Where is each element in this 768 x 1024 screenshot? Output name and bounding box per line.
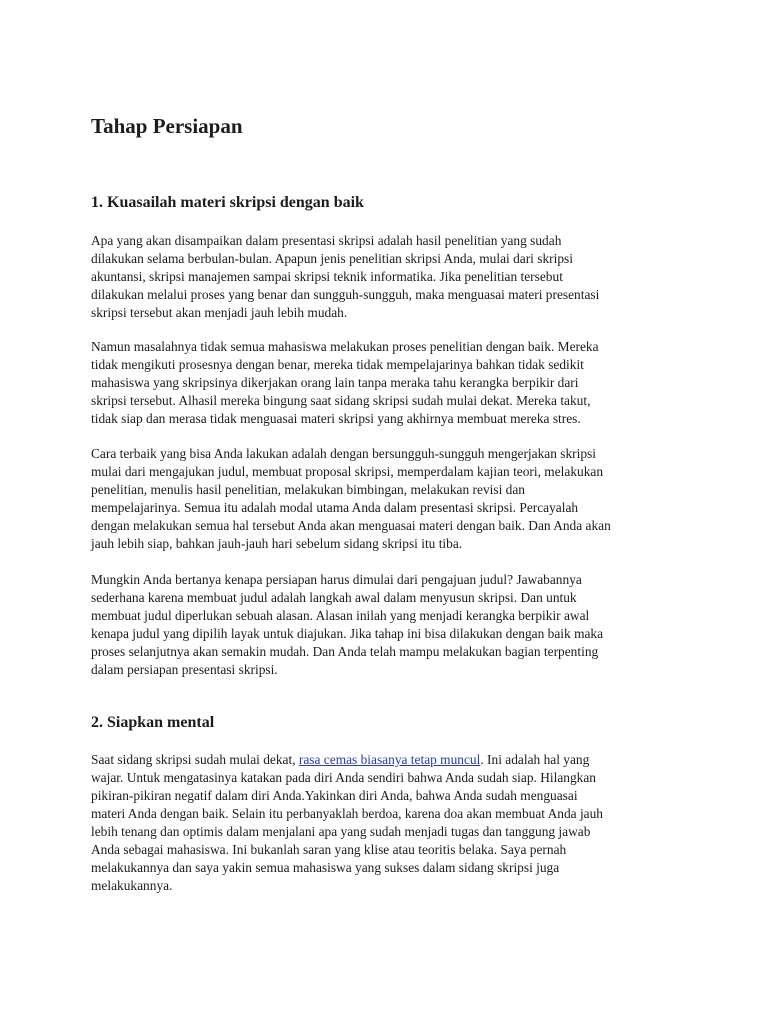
- paragraph-3: [91, 445, 691, 553]
- text-line: skripsi tersebut akan menjadi jauh lebih mudah.: [91, 305, 348, 320]
- text-line-with-link: [91, 751, 691, 769]
- text-line: dalam persiapan presentasi skripsi.: [91, 662, 278, 677]
- text-line: Namun masalahnya tidak semua mahasiswa melakukan proses penelitian dengan baik. Mereka: [91, 339, 599, 354]
- text-line: dengan melakukan semua hal tersebut Anda akan menguasai materi dengan baik. Dan Anda akan: [91, 518, 611, 533]
- text-line: Anda sebagai mahasiswa. Ini bukanlah saran yang klise atau teoritis belaka. Saya pernah: [91, 842, 567, 857]
- text-segment: . Ini adalah hal yang: [480, 752, 590, 767]
- paragraph-4: [91, 571, 691, 679]
- text-line: mempelajarinya. Semua itu adalah modal utama Anda dalam presentasi skripsi. Percayalah: [91, 500, 579, 515]
- text-line: penelitian, menulis hasil penelitian, melakukan bimbingan, melakukan revisi dan: [91, 482, 525, 497]
- anxiety-article-link[interactable]: rasa cemas biasanya tetap muncul: [298, 752, 481, 767]
- text-segment: Saat sidang skripsi sudah mulai dekat,: [91, 752, 299, 767]
- text-line: mulai dari mengajukan judul, membuat proposal skripsi, memperdalam kajian teori, melakukan: [91, 464, 604, 479]
- text-line: tidak siap dan merasa tidak menguasai materi skripsi yang akhirnya membuat mereka stres.: [91, 411, 581, 426]
- text-line: proses selanjutnya akan semakin mudah. Dan Anda telah mampu melakukan bagian terpenting: [91, 644, 599, 659]
- section-heading-1: 1. Kuasailah materi skripsi dengan baik: [91, 194, 364, 211]
- text-line: membuat judul diperlukan sebuah alasan. Alasan inilah yang menjadi kerangka berpikir awal: [91, 608, 590, 623]
- section-heading-2: 2. Siapkan mental: [91, 714, 215, 731]
- text-line: Apa yang akan disampaikan dalam presentasi skripsi adalah hasil penelitian yang sudah: [91, 233, 562, 248]
- text-line: mahasiswa yang skripsinya dikerjakan orang lain tanpa meraka tahu kerangka berpikir dari: [91, 375, 579, 390]
- paragraph-2: [91, 338, 691, 428]
- text-line: materi Anda dengan baik. Selain itu perbanyaklah berdoa, karena doa akan membuat Anda jauh: [91, 806, 604, 821]
- text-line: tidak mengikuti prosesnya dengan benar, mereka tidak mempelajarinya bahkan tidak sedikit: [91, 357, 584, 372]
- text-line: wajar. Untuk mengatasinya katakan pada diri Anda sendiri bahwa Anda sudah siap. Hilangkan: [91, 770, 596, 785]
- text-line: pikiran-pikiran negatif dalam diri Anda.Yakinkan diri Anda, bahwa Anda sudah menguasai: [91, 788, 578, 803]
- paragraph-5: [91, 751, 691, 895]
- text-line: melakukannya dan saya yakin semua mahasiswa yang sukses dalam sidang skripsi juga: [91, 860, 560, 875]
- text-line: Cara terbaik yang bisa Anda lakukan adalah dengan bersungguh-sungguh mengerjakan skripsi: [91, 446, 596, 461]
- text-line: dilakukan selama berbulan-bulan. Apapun jenis penelitian skripsi Anda, mulai dari skripsi: [91, 251, 573, 266]
- paragraph-1: [91, 232, 691, 322]
- text-line: jauh lebih siap, bahkan jauh-jauh hari sebelum sidang skripsi itu tiba.: [91, 536, 463, 551]
- text-line: Mungkin Anda bertanya kenapa persiapan harus dimulai dari pengajuan judul? Jawabannya: [91, 572, 582, 587]
- text-line: sederhana karena membuat judul adalah langkah awal dalam menyusun skripsi. Dan untuk: [91, 590, 577, 605]
- text-line: kenapa judul yang dipilih layak untuk diajukan. Jika tahap ini bisa dilakukan dengan baik maka: [91, 626, 604, 641]
- document-title: Tahap Persiapan: [91, 114, 243, 138]
- text-line: melakukannya.: [91, 878, 173, 893]
- text-line: dilakukan melalui proses yang benar dan sungguh-sungguh, maka menguasai materi presentasi: [91, 287, 600, 302]
- text-line: lebih tenang dan optimis dalam menjalani apa yang sudah menjadi tugas dan tanggung jawab: [91, 824, 591, 839]
- text-line: skripsi tersebut. Alhasil mereka bingung saat sidang skripsi sudah mulai dekat. Mereka takut,: [91, 393, 591, 408]
- text-line: akuntansi, skripsi manajemen sampai skripsi teknik informatika. Jika penelitian tersebut: [91, 269, 563, 284]
